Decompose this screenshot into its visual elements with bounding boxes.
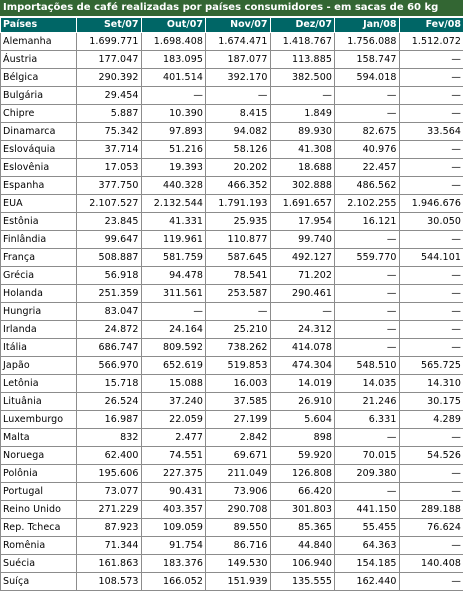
value-cell: 73.077 xyxy=(77,483,142,501)
country-cell: França xyxy=(1,249,77,267)
value-cell: — xyxy=(270,303,335,321)
value-cell: 6.331 xyxy=(335,411,400,429)
value-cell: 58.126 xyxy=(206,141,271,159)
value-cell: 1.849 xyxy=(270,105,335,123)
value-cell: 17.053 xyxy=(77,159,142,177)
country-cell: Bélgica xyxy=(1,69,77,87)
value-cell: 466.352 xyxy=(206,177,271,195)
value-cell: 86.716 xyxy=(206,537,271,555)
country-cell: Portugal xyxy=(1,483,77,501)
value-cell: 154.185 xyxy=(335,555,400,573)
table-row xyxy=(1,537,463,555)
table-row xyxy=(1,249,463,267)
country-cell: Malta xyxy=(1,429,77,447)
value-cell: 26.524 xyxy=(77,393,142,411)
value-cell: 440.328 xyxy=(141,177,206,195)
table-body xyxy=(1,33,463,591)
value-cell: 1.418.767 xyxy=(270,33,335,51)
value-cell: — xyxy=(399,321,463,339)
value-cell: 119.961 xyxy=(141,231,206,249)
value-cell: — xyxy=(335,87,400,105)
value-cell: — xyxy=(399,429,463,447)
table-row xyxy=(1,447,463,465)
value-cell: — xyxy=(206,303,271,321)
value-cell: 94.478 xyxy=(141,267,206,285)
country-cell: Dinamarca xyxy=(1,123,77,141)
table-row xyxy=(1,87,463,105)
value-cell: 8.415 xyxy=(206,105,271,123)
value-cell: 195.606 xyxy=(77,465,142,483)
value-cell: 24.872 xyxy=(77,321,142,339)
country-cell: Itália xyxy=(1,339,77,357)
value-cell: 253.587 xyxy=(206,285,271,303)
column-header-dez07: Dez/07 xyxy=(270,18,335,33)
value-cell: 1.691.657 xyxy=(270,195,335,213)
country-cell: Alemanha xyxy=(1,33,77,51)
value-cell: 71.202 xyxy=(270,267,335,285)
table-row xyxy=(1,285,463,303)
value-cell: 187.077 xyxy=(206,51,271,69)
value-cell: — xyxy=(335,285,400,303)
value-cell: 377.750 xyxy=(77,177,142,195)
value-cell: 94.082 xyxy=(206,123,271,141)
value-cell: 16.003 xyxy=(206,375,271,393)
table-row xyxy=(1,141,463,159)
value-cell: 566.970 xyxy=(77,357,142,375)
country-cell: Japão xyxy=(1,357,77,375)
value-cell: 2.477 xyxy=(141,429,206,447)
country-cell: Chipre xyxy=(1,105,77,123)
country-cell: Finlândia xyxy=(1,231,77,249)
value-cell: 898 xyxy=(270,429,335,447)
value-cell: 90.431 xyxy=(141,483,206,501)
table-title: Importações de café realizadas por países consumidores - em sacas de 60 kg xyxy=(0,0,463,17)
value-cell: 183.095 xyxy=(141,51,206,69)
value-cell: 82.675 xyxy=(335,123,400,141)
header-row xyxy=(1,18,463,33)
value-cell: — xyxy=(399,231,463,249)
table-row xyxy=(1,555,463,573)
value-cell: 1.791.193 xyxy=(206,195,271,213)
value-cell: 1.698.408 xyxy=(141,33,206,51)
value-cell: — xyxy=(399,267,463,285)
country-cell: Espanha xyxy=(1,177,77,195)
value-cell: 27.199 xyxy=(206,411,271,429)
value-cell: 37.240 xyxy=(141,393,206,411)
table-row xyxy=(1,429,463,447)
value-cell: 2.102.255 xyxy=(335,195,400,213)
value-cell: 16.121 xyxy=(335,213,400,231)
value-cell: 183.376 xyxy=(141,555,206,573)
value-cell: 227.375 xyxy=(141,465,206,483)
value-cell: 594.018 xyxy=(335,69,400,87)
value-cell: 37.585 xyxy=(206,393,271,411)
value-cell: 37.714 xyxy=(77,141,142,159)
value-cell: 126.808 xyxy=(270,465,335,483)
value-cell: 290.461 xyxy=(270,285,335,303)
value-cell: — xyxy=(335,267,400,285)
country-cell: Suíça xyxy=(1,573,77,591)
value-cell: 23.845 xyxy=(77,213,142,231)
table-row xyxy=(1,105,463,123)
value-cell: — xyxy=(335,483,400,501)
value-cell: 30.175 xyxy=(399,393,463,411)
value-cell: 71.344 xyxy=(77,537,142,555)
value-cell: 519.853 xyxy=(206,357,271,375)
value-cell: 581.759 xyxy=(141,249,206,267)
country-cell: Irlanda xyxy=(1,321,77,339)
value-cell: 40.976 xyxy=(335,141,400,159)
country-cell: Rep. Tcheca xyxy=(1,519,77,537)
value-cell: 382.500 xyxy=(270,69,335,87)
country-cell: Hungria xyxy=(1,303,77,321)
value-cell: — xyxy=(399,285,463,303)
country-cell: Holanda xyxy=(1,285,77,303)
value-cell: 59.920 xyxy=(270,447,335,465)
country-cell: Polônia xyxy=(1,465,77,483)
value-cell: 161.863 xyxy=(77,555,142,573)
value-cell: — xyxy=(399,303,463,321)
value-cell: — xyxy=(399,69,463,87)
value-cell: — xyxy=(399,51,463,69)
country-cell: Estônia xyxy=(1,213,77,231)
table-row xyxy=(1,321,463,339)
value-cell: 108.573 xyxy=(77,573,142,591)
value-cell: — xyxy=(206,87,271,105)
value-cell: 56.918 xyxy=(77,267,142,285)
table-row xyxy=(1,303,463,321)
value-cell: 106.940 xyxy=(270,555,335,573)
table-row xyxy=(1,267,463,285)
value-cell: 474.304 xyxy=(270,357,335,375)
country-cell: Bulgária xyxy=(1,87,77,105)
table-row xyxy=(1,393,463,411)
value-cell: 66.420 xyxy=(270,483,335,501)
value-cell: 78.541 xyxy=(206,267,271,285)
value-cell: — xyxy=(335,429,400,447)
value-cell: 85.365 xyxy=(270,519,335,537)
value-cell: 91.754 xyxy=(141,537,206,555)
value-cell: 302.888 xyxy=(270,177,335,195)
imports-table xyxy=(0,17,463,591)
value-cell: 2.842 xyxy=(206,429,271,447)
table-row xyxy=(1,357,463,375)
value-cell: 1.946.676 xyxy=(399,195,463,213)
value-cell: 74.551 xyxy=(141,447,206,465)
country-cell: Romênia xyxy=(1,537,77,555)
value-cell: 14.310 xyxy=(399,375,463,393)
value-cell: 5.604 xyxy=(270,411,335,429)
value-cell: 110.877 xyxy=(206,231,271,249)
value-cell: 24.312 xyxy=(270,321,335,339)
value-cell: 62.400 xyxy=(77,447,142,465)
value-cell: 486.562 xyxy=(335,177,400,195)
value-cell: 1.512.072 xyxy=(399,33,463,51)
country-cell: Áustria xyxy=(1,51,77,69)
table-row xyxy=(1,177,463,195)
value-cell: — xyxy=(335,339,400,357)
value-cell: — xyxy=(399,87,463,105)
value-cell: 162.440 xyxy=(335,573,400,591)
value-cell: 83.047 xyxy=(77,303,142,321)
value-cell: 19.393 xyxy=(141,159,206,177)
column-header-out07: Out/07 xyxy=(141,18,206,33)
value-cell: 21.246 xyxy=(335,393,400,411)
value-cell: 508.887 xyxy=(77,249,142,267)
value-cell: 25.210 xyxy=(206,321,271,339)
value-cell: 392.170 xyxy=(206,69,271,87)
value-cell: 135.555 xyxy=(270,573,335,591)
value-cell: 151.939 xyxy=(206,573,271,591)
value-cell: 1.674.471 xyxy=(206,33,271,51)
value-cell: 20.202 xyxy=(206,159,271,177)
value-cell: 177.047 xyxy=(77,51,142,69)
table-row xyxy=(1,411,463,429)
value-cell: 251.359 xyxy=(77,285,142,303)
value-cell: 140.408 xyxy=(399,555,463,573)
table-row xyxy=(1,483,463,501)
value-cell: 686.747 xyxy=(77,339,142,357)
value-cell: 44.840 xyxy=(270,537,335,555)
value-cell: 559.770 xyxy=(335,249,400,267)
value-cell: — xyxy=(399,159,463,177)
value-cell: 290.708 xyxy=(206,501,271,519)
value-cell: 565.725 xyxy=(399,357,463,375)
value-cell: 211.049 xyxy=(206,465,271,483)
value-cell: 41.308 xyxy=(270,141,335,159)
table-row xyxy=(1,213,463,231)
value-cell: 2.107.527 xyxy=(77,195,142,213)
value-cell: — xyxy=(399,177,463,195)
value-cell: — xyxy=(399,465,463,483)
value-cell: 99.740 xyxy=(270,231,335,249)
value-cell: 548.510 xyxy=(335,357,400,375)
value-cell: 26.910 xyxy=(270,393,335,411)
country-cell: Lituânia xyxy=(1,393,77,411)
country-cell: Letônia xyxy=(1,375,77,393)
value-cell: — xyxy=(335,321,400,339)
value-cell: 5.887 xyxy=(77,105,142,123)
value-cell: 652.619 xyxy=(141,357,206,375)
country-cell: Luxemburgo xyxy=(1,411,77,429)
value-cell: 30.050 xyxy=(399,213,463,231)
value-cell: 4.289 xyxy=(399,411,463,429)
value-cell: 14.019 xyxy=(270,375,335,393)
value-cell: 441.150 xyxy=(335,501,400,519)
table-row xyxy=(1,69,463,87)
value-cell: — xyxy=(399,339,463,357)
value-cell: 301.803 xyxy=(270,501,335,519)
value-cell: 89.550 xyxy=(206,519,271,537)
value-cell: — xyxy=(399,483,463,501)
value-cell: 75.342 xyxy=(77,123,142,141)
value-cell: 15.088 xyxy=(141,375,206,393)
value-cell: — xyxy=(399,537,463,555)
table-row xyxy=(1,375,463,393)
value-cell: 492.127 xyxy=(270,249,335,267)
value-cell: 64.363 xyxy=(335,537,400,555)
table-row xyxy=(1,519,463,537)
value-cell: 158.747 xyxy=(335,51,400,69)
value-cell: — xyxy=(141,303,206,321)
column-header-fev08: Fev/08 xyxy=(399,18,463,33)
value-cell: — xyxy=(335,303,400,321)
value-cell: 70.015 xyxy=(335,447,400,465)
value-cell: 76.624 xyxy=(399,519,463,537)
value-cell: 29.454 xyxy=(77,87,142,105)
table-row xyxy=(1,51,463,69)
country-cell: Eslováquia xyxy=(1,141,77,159)
value-cell: 113.885 xyxy=(270,51,335,69)
value-cell: 311.561 xyxy=(141,285,206,303)
value-cell: 403.357 xyxy=(141,501,206,519)
value-cell: 97.893 xyxy=(141,123,206,141)
value-cell: 401.514 xyxy=(141,69,206,87)
table-row xyxy=(1,33,463,51)
table-row xyxy=(1,195,463,213)
value-cell: — xyxy=(141,87,206,105)
value-cell: 24.164 xyxy=(141,321,206,339)
value-cell: 109.059 xyxy=(141,519,206,537)
value-cell: 41.331 xyxy=(141,213,206,231)
country-cell: Noruega xyxy=(1,447,77,465)
value-cell: 33.564 xyxy=(399,123,463,141)
value-cell: 69.671 xyxy=(206,447,271,465)
country-cell: Grécia xyxy=(1,267,77,285)
value-cell: 289.188 xyxy=(399,501,463,519)
country-cell: EUA xyxy=(1,195,77,213)
value-cell: 22.059 xyxy=(141,411,206,429)
table-row xyxy=(1,231,463,249)
value-cell: 209.380 xyxy=(335,465,400,483)
value-cell: 1.756.088 xyxy=(335,33,400,51)
table-row xyxy=(1,123,463,141)
value-cell: — xyxy=(335,231,400,249)
country-cell: Suécia xyxy=(1,555,77,573)
value-cell: 832 xyxy=(77,429,142,447)
value-cell: 544.101 xyxy=(399,249,463,267)
column-header-country: Países xyxy=(1,18,77,33)
value-cell: 99.647 xyxy=(77,231,142,249)
value-cell: 54.526 xyxy=(399,447,463,465)
column-header-jan08: Jan/08 xyxy=(335,18,400,33)
value-cell: — xyxy=(270,87,335,105)
value-cell: 18.688 xyxy=(270,159,335,177)
table-row xyxy=(1,501,463,519)
value-cell: 55.455 xyxy=(335,519,400,537)
value-cell: — xyxy=(399,573,463,591)
value-cell: 17.954 xyxy=(270,213,335,231)
value-cell: 89.930 xyxy=(270,123,335,141)
value-cell: 166.052 xyxy=(141,573,206,591)
value-cell: 1.699.771 xyxy=(77,33,142,51)
value-cell: 738.262 xyxy=(206,339,271,357)
value-cell: 290.392 xyxy=(77,69,142,87)
table-row xyxy=(1,339,463,357)
value-cell: 809.592 xyxy=(141,339,206,357)
value-cell: — xyxy=(399,141,463,159)
value-cell: — xyxy=(335,105,400,123)
value-cell: 271.229 xyxy=(77,501,142,519)
table-row xyxy=(1,573,463,591)
value-cell: 414.078 xyxy=(270,339,335,357)
value-cell: 2.132.544 xyxy=(141,195,206,213)
value-cell: — xyxy=(399,105,463,123)
value-cell: 16.987 xyxy=(77,411,142,429)
country-cell: Eslovênia xyxy=(1,159,77,177)
value-cell: 87.923 xyxy=(77,519,142,537)
table-row xyxy=(1,159,463,177)
value-cell: 51.216 xyxy=(141,141,206,159)
column-header-set07: Set/07 xyxy=(77,18,142,33)
value-cell: 73.906 xyxy=(206,483,271,501)
value-cell: 149.530 xyxy=(206,555,271,573)
value-cell: 14.035 xyxy=(335,375,400,393)
value-cell: 25.935 xyxy=(206,213,271,231)
value-cell: 22.457 xyxy=(335,159,400,177)
value-cell: 587.645 xyxy=(206,249,271,267)
value-cell: 10.390 xyxy=(141,105,206,123)
table-row xyxy=(1,465,463,483)
country-cell: Reino Unido xyxy=(1,501,77,519)
column-header-nov07: Nov/07 xyxy=(206,18,271,33)
value-cell: 15.718 xyxy=(77,375,142,393)
